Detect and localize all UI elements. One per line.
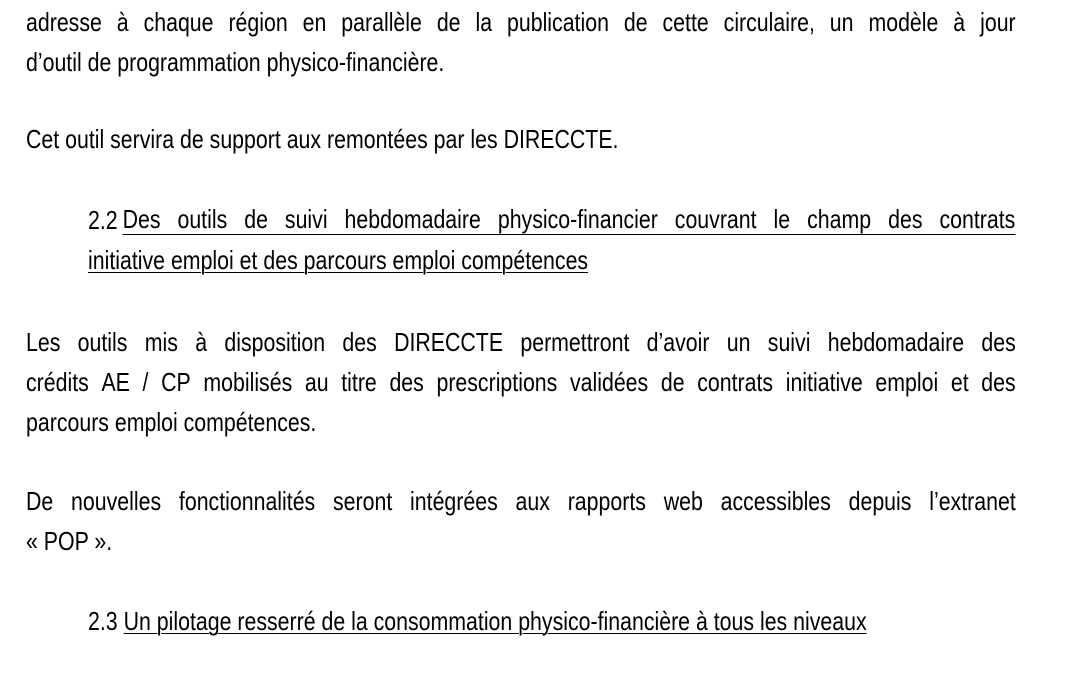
word: publication	[506, 7, 609, 37]
word: aux	[515, 486, 550, 516]
word: de	[623, 7, 648, 37]
word: des	[389, 367, 424, 397]
word: /	[142, 367, 149, 397]
word: prescriptions	[436, 367, 558, 397]
word: DIRECCTE	[394, 327, 504, 357]
word: des	[981, 367, 1016, 397]
word: à	[953, 7, 966, 37]
word: mobilisés	[203, 367, 293, 397]
word: outils	[77, 327, 128, 357]
word: mis	[144, 327, 178, 357]
word: de	[660, 367, 685, 397]
word: des	[981, 327, 1016, 357]
heading-title: initiative emploi et des parcours emploi compétences	[88, 245, 589, 275]
word: le	[773, 204, 791, 234]
word: titre	[341, 367, 377, 397]
word: emploi	[875, 367, 939, 397]
word: intégrées	[410, 486, 498, 516]
word: AE	[101, 367, 130, 397]
word: à	[116, 7, 129, 37]
word: jour	[980, 7, 1016, 37]
word: circulaire,	[723, 7, 815, 37]
word: un	[726, 327, 751, 357]
word: disposition	[224, 327, 326, 357]
paragraph-line: « POP ».	[26, 526, 113, 556]
paragraph-line: d’outil de programmation physico-financière.	[26, 47, 445, 77]
word: seront	[333, 486, 393, 516]
word: suivi	[284, 204, 328, 234]
word: outils	[177, 204, 228, 234]
word: Les	[26, 327, 61, 357]
word: accessibles	[720, 486, 831, 516]
heading-title-words	[123, 204, 1016, 235]
word: un	[829, 7, 854, 37]
word: validées	[569, 367, 649, 397]
paragraph-support-remontees	[26, 119, 749, 159]
word: permettront	[520, 327, 630, 357]
word: des	[888, 204, 923, 234]
word: de	[244, 204, 268, 234]
word: hebdomadaire	[827, 327, 965, 357]
word: région	[228, 7, 288, 37]
section-heading-2-2	[88, 200, 1073, 280]
word: rapports	[567, 486, 646, 516]
word: suivi	[767, 327, 811, 357]
heading-line	[88, 200, 1015, 240]
word: modèle	[868, 7, 939, 37]
word: hebdomadaire	[344, 204, 481, 234]
heading-number: 2.2	[88, 205, 118, 235]
paragraph-outil-programmation	[26, 2, 1073, 82]
heading-title: Un pilotage resserré de la consommation physico-financière à tous les niveaux	[123, 606, 867, 636]
paragraph-line	[26, 362, 1016, 402]
word: chaque	[143, 7, 214, 37]
word: CP	[161, 367, 191, 397]
word: des	[342, 327, 377, 357]
paragraph-line: Cet outil servira de support aux remontées par les DIRECCTE.	[26, 124, 619, 154]
heading-line	[88, 601, 867, 641]
paragraph-suivi-hebdomadaire	[26, 322, 1073, 442]
word: au	[304, 367, 329, 397]
word: fonctionnalités	[178, 486, 316, 516]
word: cette	[662, 7, 709, 37]
heading-line	[88, 240, 1015, 280]
paragraph-line	[26, 481, 1016, 521]
word: depuis	[848, 486, 912, 516]
word: crédits	[26, 367, 89, 397]
word: contrats	[939, 204, 1016, 234]
word: la	[475, 7, 493, 37]
paragraph-nouvelles-fonctionnalites	[26, 481, 1073, 561]
word: web	[663, 486, 703, 516]
word: et	[950, 367, 969, 397]
word: d’avoir	[646, 327, 710, 357]
word: De	[26, 486, 54, 516]
word: adresse	[26, 7, 102, 37]
word: parallèle	[341, 7, 422, 37]
paragraph-line	[26, 322, 1016, 362]
word: en	[302, 7, 327, 37]
word: contrats	[697, 367, 774, 397]
heading-number: 2.3	[88, 606, 118, 636]
word: champ	[807, 204, 872, 234]
word: couvrant	[674, 204, 757, 234]
word: initiative	[785, 367, 863, 397]
word: physico-financier	[497, 204, 658, 234]
word: nouvelles	[71, 486, 162, 516]
word: Des	[122, 204, 161, 234]
word: l’extranet	[929, 486, 1016, 516]
section-heading-2-3	[88, 601, 1038, 641]
word: à	[195, 327, 208, 357]
word: de	[436, 7, 461, 37]
paragraph-line	[26, 2, 1016, 42]
paragraph-line: parcours emploi compétences.	[26, 407, 317, 437]
